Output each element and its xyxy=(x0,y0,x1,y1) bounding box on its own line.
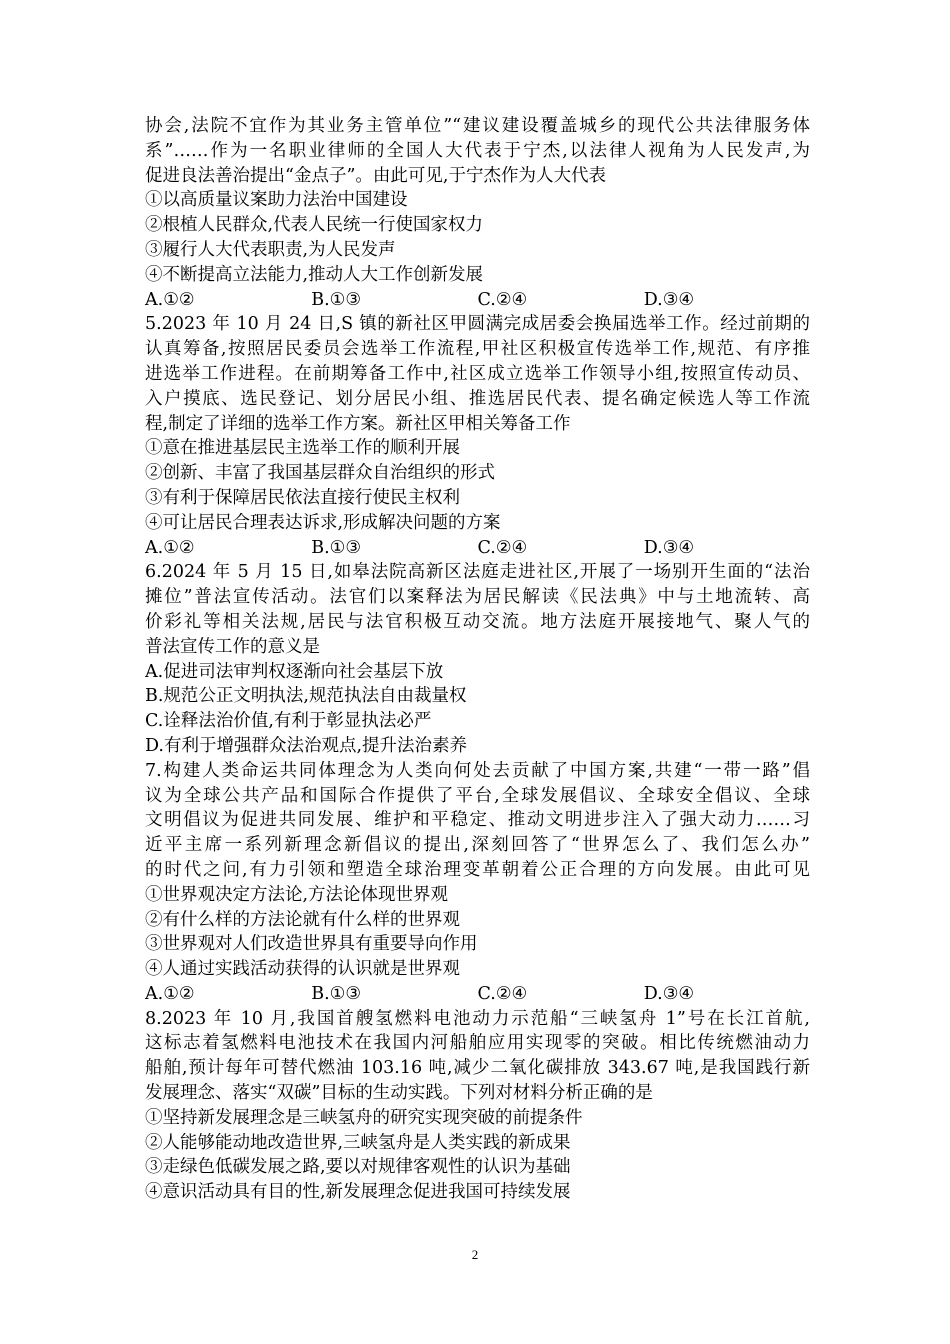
text-line: ②根植人民群众,代表人民统一行使国家权力 xyxy=(145,215,484,236)
text-line: ④意识活动具有目的性,新发展理念促进我国可持续发展 xyxy=(145,1182,571,1203)
text-line: 文明倡议为促进共同发展、维护和平稳定、推动文明进步注入了强大动力……习 xyxy=(145,810,810,831)
text-line: 协会,法院不宜作为其业务主管单位”“建议建设覆盖城乡的现代公共法律服务体 xyxy=(145,116,810,136)
text-line: 6.2024 年 5 月 15 日,如皋法院高新区法庭走进社区,开展了一场别开生面的“法治 xyxy=(145,562,810,583)
text-line: 摊位”普法宣传活动。法官们以案释法为居民解读《民法典》中与土地流转、高 xyxy=(145,587,810,608)
answer-choice: D.③④ xyxy=(643,983,695,1004)
text-line: ③履行人大代表职责,为人民发声 xyxy=(145,239,396,260)
text-line: 近平主席一系列新理念新倡议的提出,深刻回答了“世界怎么了、我们怎么办” xyxy=(145,835,810,856)
answer-choice: D.③④ xyxy=(643,289,695,310)
text-line: 的时代之问,有力引领和塑造全球治理变革朝着公正合理的方向发展。由此可见 xyxy=(145,859,810,880)
text-line: 系”……作为一名职业律师的全国人大代表于宁杰,以法律人视角为人民发声,为 xyxy=(145,140,810,161)
text-line: ③有利于保障居民依法直接行使民主权利 xyxy=(145,487,460,508)
answer-choice: A.①② xyxy=(145,289,195,310)
text-line: ①以高质量议案助力法治中国建设 xyxy=(145,190,408,211)
text-line: ②人能够能动地改造世界,三峡氢舟是人类实践的新成果 xyxy=(145,1132,571,1153)
text-line: ①意在推进基层民主选举工作的顺利开展 xyxy=(145,438,460,459)
text-line: 价彩礼等相关法规,居民与法官积极互动交流。地方法庭开展接地气、聚人气的 xyxy=(145,611,810,632)
text-line: ③走绿色低碳发展之路,要以对规律客观性的认识为基础 xyxy=(145,1157,571,1178)
text-line: 7.构建人类命运共同体理念为人类向何处去贡献了中国方案,共建“一带一路”倡 xyxy=(145,760,810,781)
text-line: ②创新、丰富了我国基层群众自治组织的形式 xyxy=(145,463,495,484)
text-line: ④人通过实践活动获得的认识就是世界观 xyxy=(145,959,460,980)
text-line: 程,制定了详细的选举工作方案。新社区甲相关筹备工作 xyxy=(145,413,571,434)
answer-choice: A.①② xyxy=(145,983,195,1004)
text-line: 8.2023 年 10 月,我国首艘氢燃料电池动力示范船“三峡氢舟 1”号在长江首航, xyxy=(145,1008,810,1029)
text-line: 船舶,预计每年可替代燃油 103.16 吨,减少二氧化碳排放 343.67 吨,是我国践行新 xyxy=(145,1058,810,1079)
text-line: A.促进司法审判权逐渐向社会基层下放 xyxy=(145,661,444,682)
text-line: B.规范公正文明执法,规范执法自由裁量权 xyxy=(145,686,467,707)
text-line: 进选举工作进程。在前期筹备工作中,社区成立选举工作领导小组,按照宣传动员、 xyxy=(145,363,810,384)
text-line: C.诠释法治价值,有利于彰显执法必严 xyxy=(145,711,432,732)
text-line: 普法宣传工作的意义是 xyxy=(145,636,320,657)
answer-choices-row xyxy=(145,288,810,313)
text-line: 发展理念、落实“双碳”目标的生动实践。下列对材料分析正确的是 xyxy=(145,1083,653,1104)
text-line: ④不断提高立法能力,推动人大工作创新发展 xyxy=(145,264,484,285)
answer-choice: B.①③ xyxy=(311,537,362,558)
page-number: 2 xyxy=(471,1247,479,1262)
text-line: 5.2023 年 10 月 24 日,S 镇的新社区甲圆满完成居委会换届选举工作。经过前期的 xyxy=(145,314,810,335)
text-line: 认真筹备,按照居民委员会选举工作流程,甲社区积极宣传选举工作,规范、有序推 xyxy=(145,339,810,360)
text-line: ②有什么样的方法论就有什么样的世界观 xyxy=(145,909,460,930)
text-line: 入户摸底、选民登记、划分居民小组、推选居民代表、提名确定候选人等工作流 xyxy=(145,388,810,409)
answer-choice: C.②④ xyxy=(477,537,528,558)
answer-choice: C.②④ xyxy=(477,289,528,310)
text-line: ④可让居民合理表达诉求,形成解决问题的方案 xyxy=(145,512,501,533)
answer-choice: B.①③ xyxy=(311,983,362,1004)
answer-choice: D.③④ xyxy=(643,537,695,558)
text-line: 促进良法善治提出“金点子”。由此可见,于宁杰作为人大代表 xyxy=(145,165,606,186)
text-line: ①坚持新发展理念是三峡氢舟的研究实现突破的前提条件 xyxy=(145,1107,583,1128)
text-line: ③世界观对人们改造世界具有重要导向作用 xyxy=(145,934,478,955)
answer-choices-row xyxy=(145,536,810,561)
answer-choice: C.②④ xyxy=(477,983,528,1004)
text-line: 这标志着氢燃料电池技术在我国内河船舶应用实现零的突破。相比传统燃油动力 xyxy=(145,1033,810,1054)
answer-choice: A.①② xyxy=(145,537,195,558)
answer-choice: B.①③ xyxy=(311,289,362,310)
text-line: ①世界观决定方法论,方法论体现世界观 xyxy=(145,884,449,905)
text-line: D.有利于增强群众法治观点,提升法治素养 xyxy=(145,735,468,756)
text-line: 议为全球公共产品和国际合作提供了平台,全球发展倡议、全球安全倡议、全球 xyxy=(145,785,810,806)
page-content xyxy=(145,114,810,1205)
answer-choices-row xyxy=(145,982,810,1007)
